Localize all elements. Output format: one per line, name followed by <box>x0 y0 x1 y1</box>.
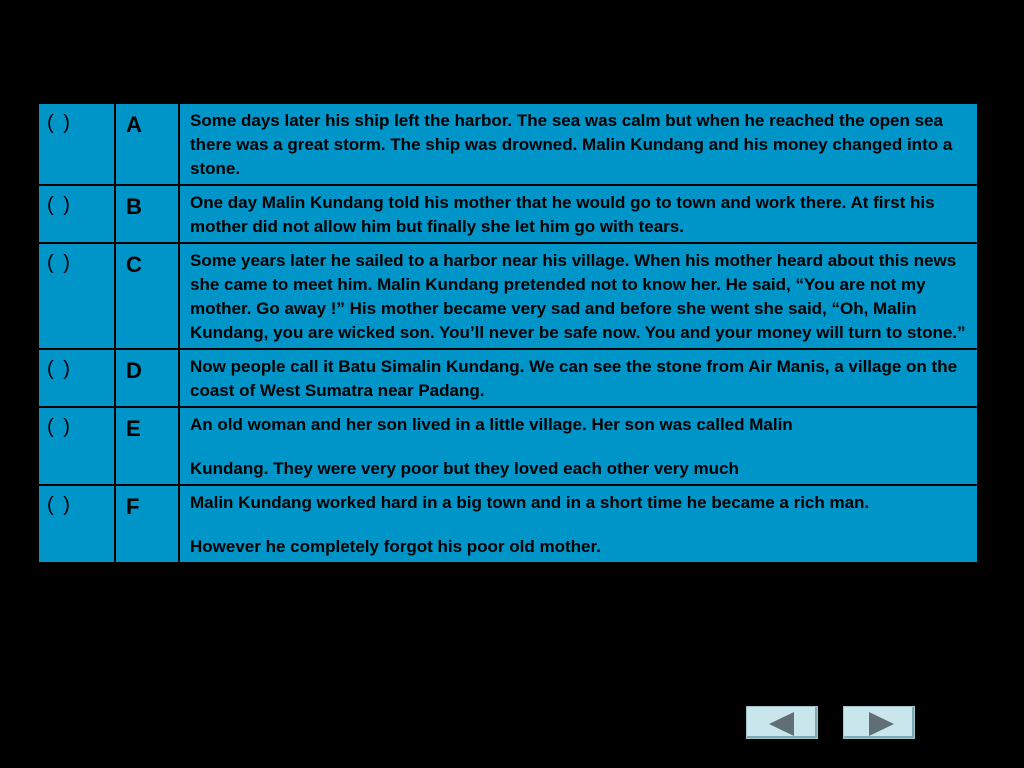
story-text-line: Some years later he sailed to a harbor near his village. When his mother heard about this news she came to meet him. Malin Kundang pretended not to know her. He said, “You are not my mother. Go away !” His mother became very sad and before she went she said, “Oh, Malin Kundang, you are wicked son. You’ll never be safe now. You and your money will turn to stone.” <box>190 251 966 342</box>
order-blank[interactable]: ( ) <box>38 185 115 243</box>
table-row <box>38 103 978 185</box>
story-text-line: One day Malin Kundang told his mother that he would go to town and work there. At first his mother did not allow him but finally she let him go with tears. <box>190 193 935 236</box>
table-row <box>38 349 978 407</box>
order-blank[interactable]: ( ) <box>38 349 115 407</box>
story-text-line: However he completely forgot his poor old mother. <box>190 537 601 556</box>
story-text <box>179 485 978 563</box>
row-letter: C <box>115 243 179 349</box>
order-blank[interactable]: ( ) <box>38 103 115 185</box>
left-arrow-icon <box>747 707 819 740</box>
order-blank[interactable]: ( ) <box>38 243 115 349</box>
story-text-line: Now people call it Batu Simalin Kundang. We can see the stone from Air Manis, a village on the coast of West Sumatra near Padang. <box>190 357 958 400</box>
story-text <box>179 407 978 485</box>
previous-slide-button[interactable] <box>746 706 818 739</box>
row-letter: A <box>115 103 179 185</box>
table-row <box>38 243 978 349</box>
table-row <box>38 407 978 485</box>
order-blank[interactable]: ( ) <box>38 485 115 563</box>
story-text <box>179 349 978 407</box>
story-text-line: Some days later his ship left the harbor. The sea was calm but when he reached the open sea there was a great storm. The ship was drowned. Malin Kundang and his money changed into a stone. <box>190 111 953 178</box>
table-row <box>38 185 978 243</box>
row-letter: D <box>115 349 179 407</box>
table-row <box>38 485 978 563</box>
story-text-line: Kundang. They were very poor but they loved each other very much <box>190 459 739 478</box>
right-arrow-icon <box>844 707 916 740</box>
row-letter: B <box>115 185 179 243</box>
story-text <box>179 103 978 185</box>
order-blank[interactable]: ( ) <box>38 407 115 485</box>
story-text-line: An old woman and her son lived in a little village. Her son was called Malin <box>190 415 793 434</box>
story-ordering-table <box>37 102 979 564</box>
row-letter: E <box>115 407 179 485</box>
story-text <box>179 185 978 243</box>
row-letter: F <box>115 485 179 563</box>
next-slide-button[interactable] <box>843 706 915 739</box>
story-text <box>179 243 978 349</box>
story-text-line: Malin Kundang worked hard in a big town and in a short time he became a rich man. <box>190 493 870 512</box>
